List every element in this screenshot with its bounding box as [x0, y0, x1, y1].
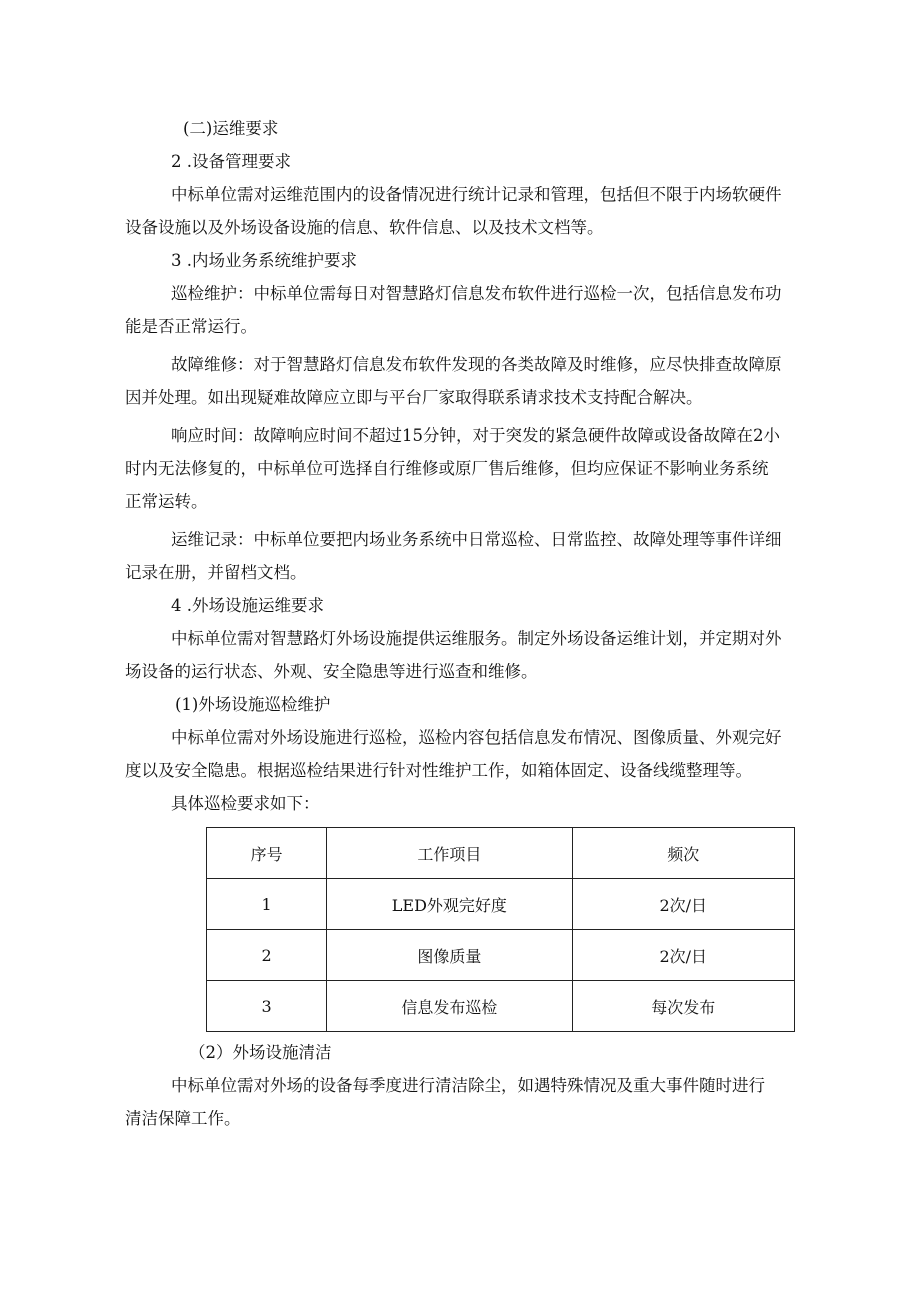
para-record-1: 运维记录：中标单位要把内场业务系统中日常巡检、日常监控、故障处理等事件详细: [171, 530, 782, 549]
table-row: [207, 981, 795, 1032]
para-external-cleaning-1: 中标单位需对外场的设备每季度进行清洁除尘，如遇特殊情况及重大事件随时进行: [171, 1076, 765, 1095]
para-inspection-2: 能是否正常运行。: [125, 317, 257, 336]
header-work-item: 工作项目: [327, 828, 572, 879]
table-row: [207, 930, 795, 981]
heading-internal-system: 3 .内场业务系统维护要求: [171, 251, 357, 270]
para-record-2: 记录在册，并留档文档。: [125, 563, 307, 582]
subheading-external-cleaning: （2）外场设施清洁: [189, 1043, 332, 1062]
para-device-management-1: 中标单位需对运维范围内的设备情况进行统计记录和管理，包括但不限于内场软硬件: [171, 185, 782, 204]
section-title: (二)运维要求: [183, 119, 279, 138]
para-external-cleaning-2: 清洁保障工作。: [125, 1109, 241, 1128]
table-intro: 具体巡检要求如下：: [171, 794, 320, 813]
para-external-inspection-1: 中标单位需对外场设施进行巡检，巡检内容包括信息发布情况、图像质量、外观完好: [171, 728, 782, 747]
para-inspection-1: 巡检维护：中标单位需每日对智慧路灯信息发布软件进行巡检一次，包括信息发布功: [171, 284, 782, 303]
cell-work-item: 图像质量: [327, 930, 572, 981]
heading-external-facilities: 4 .外场设施运维要求: [171, 596, 324, 615]
para-external-intro-2: 场设备的运行状态、外观、安全隐患等进行巡查和维修。: [125, 662, 538, 681]
header-index: 序号: [207, 828, 327, 879]
heading-device-management: 2 .设备管理要求: [171, 152, 291, 171]
table-header-row: [207, 828, 795, 879]
document-content: [125, 112, 797, 1135]
para-response-2: 时内无法修复的，中标单位可选择自行维修或原厂售后维修，但均应保证不影响业务系统: [125, 459, 769, 478]
para-external-inspection-2: 度以及安全隐患。根据巡检结果进行针对性维护工作，如箱体固定、设备线缆整理等。: [125, 761, 752, 780]
para-repair-2: 因并处理。如出现疑难故障应立即与平台厂家取得联系请求技术支持配合解决。: [125, 388, 703, 407]
cell-index: 3: [207, 981, 327, 1032]
subheading-external-inspection: (1)外场设施巡检维护: [175, 695, 331, 714]
para-repair-1: 故障维修：对于智慧路灯信息发布软件发现的各类故障及时维修，应尽快排查故障原: [171, 355, 782, 374]
para-device-management-2: 设备设施以及外场设备设施的信息、软件信息、以及技术文档等。: [125, 218, 604, 237]
header-frequency: 频次: [572, 828, 794, 879]
para-external-intro-1: 中标单位需对智慧路灯外场设施提供运维服务。制定外场设备运维计划，并定期对外: [171, 629, 782, 648]
cell-index: 1: [207, 879, 327, 930]
inspection-table: [206, 827, 795, 1032]
cell-frequency: 每次发布: [572, 981, 794, 1032]
para-response-1: 响应时间：故障响应时间不超过15分钟，对于突发的紧急硬件故障或设备故障在2小: [171, 426, 780, 445]
cell-work-item: LED外观完好度: [327, 879, 572, 930]
cell-frequency: 2次/日: [572, 930, 794, 981]
table-row: [207, 879, 795, 930]
cell-frequency: 2次/日: [572, 879, 794, 930]
cell-work-item: 信息发布巡检: [327, 981, 572, 1032]
para-response-3: 正常运转。: [125, 492, 208, 511]
cell-index: 2: [207, 930, 327, 981]
